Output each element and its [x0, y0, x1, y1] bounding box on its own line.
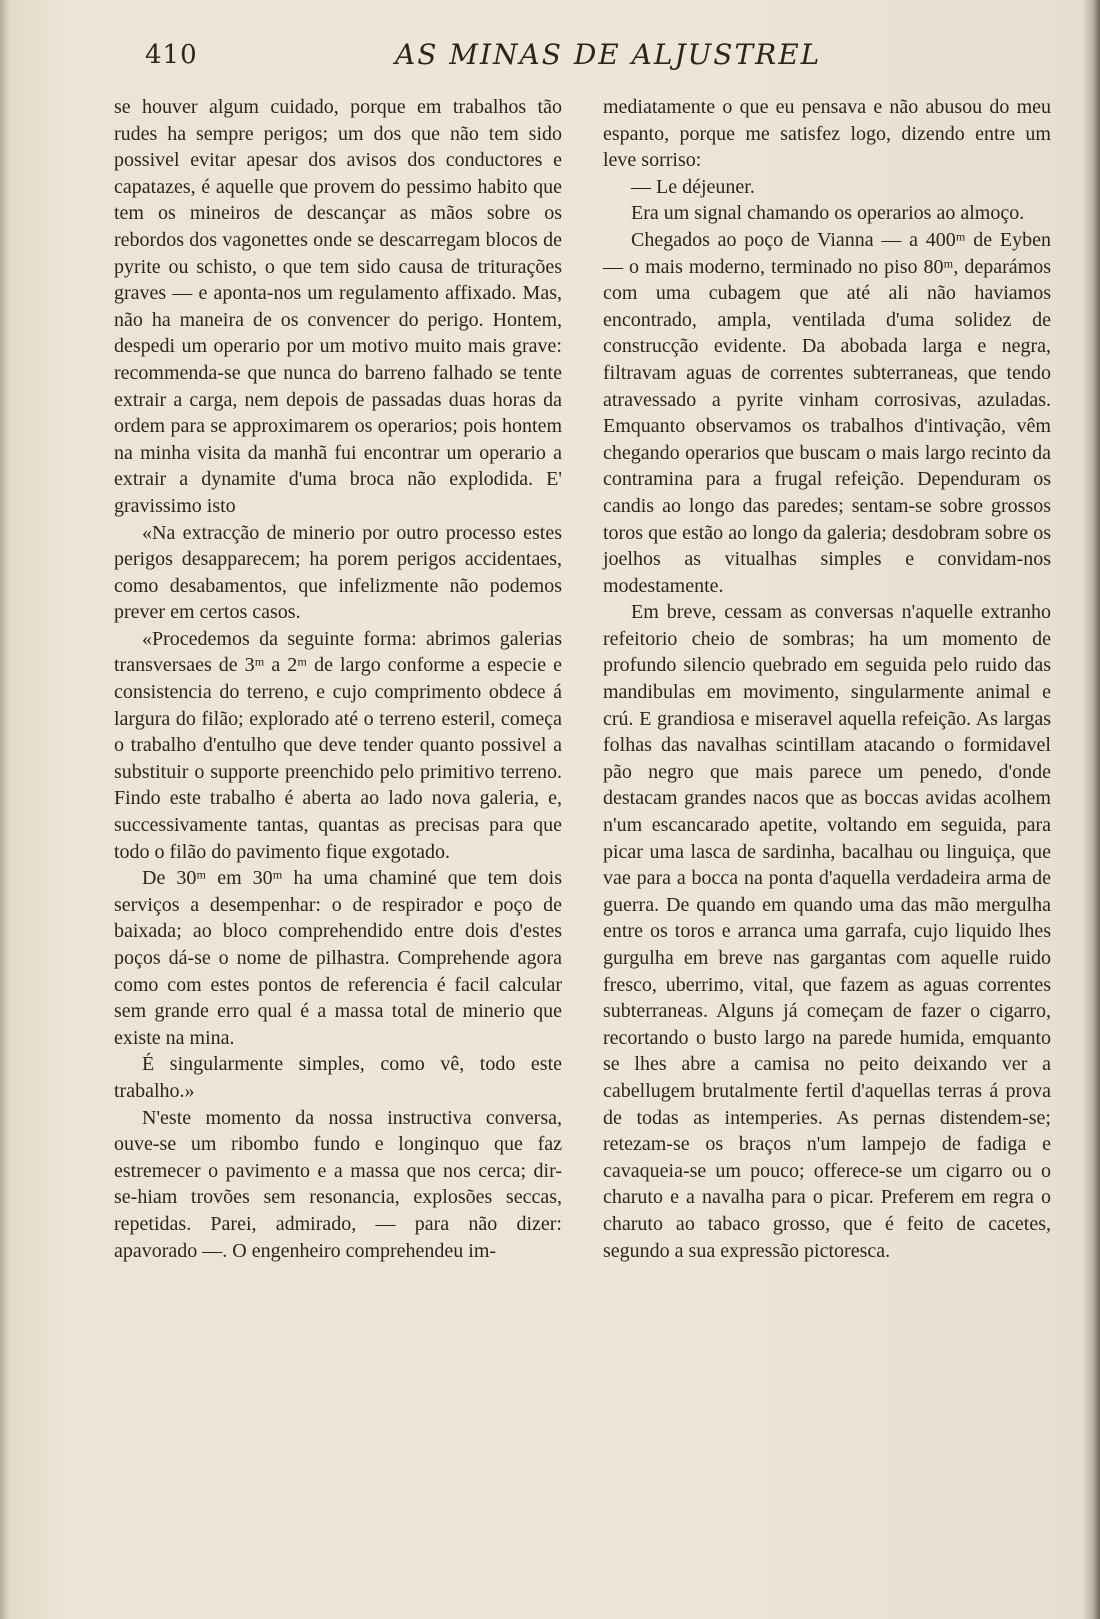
page-spine-shadow: [1082, 0, 1100, 1619]
paragraph: Chegados ao poço de Vianna — a 400ᵐ de Eyben — o mais moderno, terminado no piso 80ᵐ, deparámos com uma cubagem que até ali não haviamos encontrado, ampla, ventilada d'uma solidez de construcção evidente. Da abobada larga e negra, filtravam aguas de correntes subterraneas, que tendo atravessado a pyrite vinham corrosivas, azuladas. Emquanto observamos os trabalhos d'intivação, vêm chegando operarios que buscam o mais largo recinto da contramina para a frugal refeição. Dependuram os candis ao longo das paredes; sentam-se sobre grossos toros que estão ao longo da galeria; desdobram sobre os joelhos as vitualhas simples e convidam-nos modestamente.: [603, 228, 1051, 597]
page-left-shadow: [0, 0, 10, 1619]
paragraph: mediatamente o que eu pensava e não abusou do meu espanto, porque me satisfez logo, dizendo entre um leve sorriso:: [603, 96, 1051, 172]
right-column: [603, 94, 1051, 1264]
paragraph: Era um signal chamando os operarios ao almoço.: [631, 202, 1025, 225]
paragraph: N'este momento da nossa instructiva conversa, ouve-se um ribombo fundo e longinquo que faz estremecer o pavimento e a massa que nos cerca; dir-se-hiam trovões sem resonancia, explosões seccas, repetidas. Parei, admirado, — para não dizer: apavorado —. O engenheiro comprehendeu im-: [114, 1106, 562, 1262]
paragraph: — Le déjeuner.: [631, 175, 755, 198]
paragraph: De 30ᵐ em 30ᵐ ha uma chaminé que tem dois serviços a desempenhar: o de respirador e poço de baixada; ao bloco comprehendido entre dois d'estes poços dá-se o nome de pilhastra. Comprehende agora como com estes pontos de referencia é facil calcular sem grande erro qual é a massa total de minerio que existe na mina.: [114, 867, 562, 1049]
left-column: [114, 94, 562, 1264]
paragraph: «Procedemos da seguinte forma: abrimos galerias transversaes de 3ᵐ a 2ᵐ de largo conforme a especie e consistencia do terreno, e cujo comprimento obdece á largura do filão; explorado até o terreno esteril, começa o trabalho d'entulho que deve tender quanto possivel a substituir o supporte preenchido pelo primitivo terreno. Findo este trabalho é aberta ao lado nova galeria, e, successivamente tantas, quantas as precisas para que todo o filão do pavimento fique exgotado.: [114, 627, 562, 863]
paragraph: Em breve, cessam as conversas n'aquelle extranho refeitorio cheio de sombras; ha um momento de profundo silencio quebrado em seguida pelo ruido das mandibulas em movimento, singularmente animal e crú. E grandiosa e miseravel aquella refeição. As largas folhas das navalhas scintillam atacando o formidavel pão negro que mais parece um penedo, d'onde destacam grandes nacos que as boccas avidas acolhem n'um escancarado apetite, voltando em seguida, para picar uma lasca de sardinha, bacalhau ou linguiça, que vae para a bocca na ponta d'aquella verdadeira arma de guerra. De quando em quando uma das mão mergulha entre os toros e arranca uma garrafa, cujo liquido lhes gurgulha em breve nas gargantas com aquelle ruido fresco, uberrimo, vital, que fazem as aguas correntes subterraneas. Alguns já começam de fazer o cigarro, recortando o busto largo na parede humida, emquanto se lhes abre a camisa no peito deixando ver a cabellugem brutalmente fertil d'aquellas terras á prova de todas as intemperies. As pernas distendem-se; retezam-se os braços n'um lampejo de fadiga e cavaqueia-se um pouco; offerece-se um cigarro ou o charuto e a navalha para o picar. Preferem em regra o charuto ao tabaco grosso, que é feito de cacetes, segundo a sua expressão pictoresca.: [603, 601, 1051, 1262]
running-title: AS MINAS DE ALJUSTREL: [395, 38, 822, 71]
paragraph: «Na extracção de minerio por outro processo estes perigos desapparecem; ha porem perigos accidentaes, como desabamentos, que infelizmente não podemos prever em certos casos.: [114, 521, 562, 624]
paragraph: se houver algum cuidado, porque em trabalhos tão rudes ha sempre perigos; um dos que não tem sido possivel evitar apesar dos avisos dos conductores e capatazes, é aquelle que provem do pessimo habito que tem os mineiros de descançar as mãos sobre os rebordos dos vagonettes onde se descarregam blocos de pyrite ou schisto, o que tem sido causa de triturações graves — e aponta-nos um regulamento affixado. Mas, não ha maneira de os convencer do perigo. Hontem, despedi um operario por um motivo muito mais grave: recommenda-se que nunca do barreno falhado se tente extrair a carga, nem depois de passadas duas horas da ordem para se approximarem os operarios; pois hontem na minha visita da manhã fui encontrar um operario a extrair a dynamite d'uma broca não explodida. E' gravissimo isto: [114, 96, 562, 517]
paragraph: É singularmente simples, como vê, todo este trabalho.»: [114, 1053, 562, 1102]
page-header: [140, 36, 1060, 76]
page-number: 410: [145, 40, 198, 70]
